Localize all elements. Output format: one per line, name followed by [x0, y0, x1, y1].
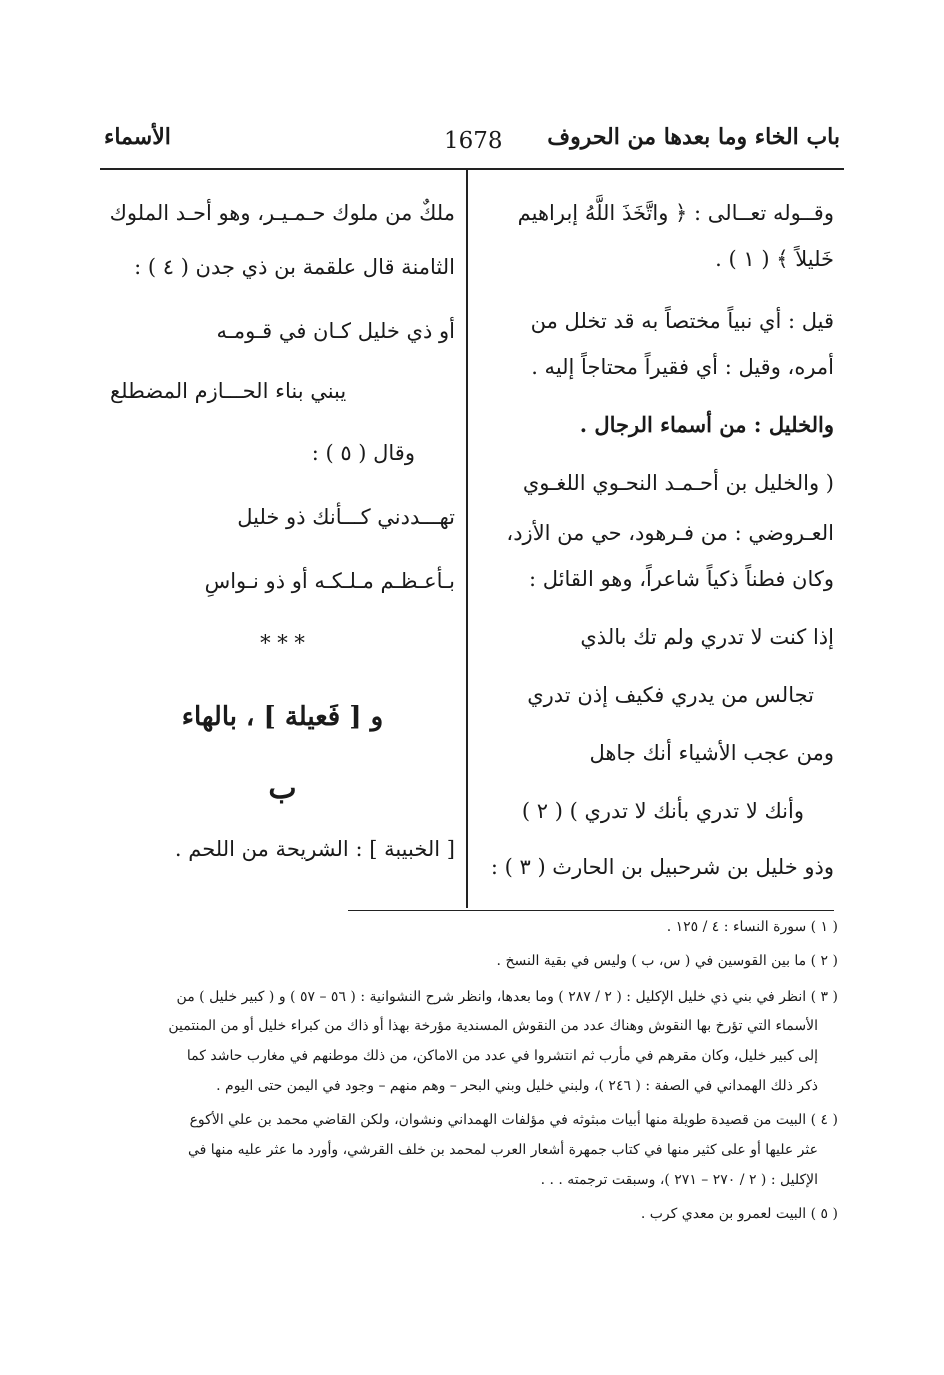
text-line: والخليل : من أسماء الرجال . [579, 412, 834, 437]
text-line: وقال ( ٥ ) : [311, 441, 415, 465]
footnote-continuation: ذكر ذلك الهمداني في الصفة : ( ٢٤٦ )، ولبني خليل وبني البحر – وهم منهم – وجود في اليمن حتى اليوم . [216, 1078, 818, 1094]
text-line: أمره، وقيل : أي فقيراً محتاجاً إليه . [531, 355, 834, 379]
verse-line: أو ذي خليل كـان في قـومـه [216, 319, 455, 343]
footnote-continuation: إلى كبير خليل، وكان مقرهم في مأرب ثم انتشروا في عدد من الاماكن، من ذلك موطنهم في مغارب حاشد كما [186, 1048, 818, 1064]
footnote-rule [348, 910, 834, 911]
text-line: وقــوله تعــالى : ﴿ واتَّخَذَ اللَّهُ إبراهيم [517, 201, 834, 225]
section-separator: * * * [260, 631, 305, 655]
text-line: قيل : أي نبياً مختصاً به قد تخلل من [530, 309, 834, 333]
text-line: العـروضي : من فـرهود، حي من الأزد، [506, 521, 834, 545]
running-head-chapter: باب الخاء وما بعدها من الحروف [547, 124, 840, 150]
verse-line: تجالس من يدري فكيف إذن تدري [527, 683, 814, 707]
text-line: ملكٌ من ملوك حـمـيـر، وهو أحـد الملوك [109, 201, 455, 225]
verse-line: يبني بناء الحـــازم المضطلع [110, 379, 347, 403]
footnote-continuation: الأسماء التي تؤرخ بها النقوش وهناك عدد من النقوش المسندية مؤرخة بهذا أو ذاك من كبراء خليل أو من المنتمين [168, 1018, 818, 1034]
verse-line: بـأعـظـم مـلـكـه أو ذو نـواسِ [204, 569, 455, 593]
letter-heading: ب [268, 771, 297, 806]
footnote: ( ١ ) سورة النساء : ٤ / ١٢٥ . [666, 919, 838, 935]
text-line: الثامنة قال علقمة بن ذي جدن ( ٤ ) : [134, 255, 455, 279]
text-line: وكان فطناً ذكياً شاعراً، وهو القائل : [529, 567, 834, 591]
verse-line: وأنك لا تدري بأنك لا تدري ) ( ٢ ) [521, 799, 804, 823]
text-line: خَليلاً ﴾ ( ١ ) . [715, 247, 834, 271]
section-heading: و [ فَعيلة ] ، بالهاء [181, 702, 384, 732]
footnote-continuation: عثر عليها أو على كثير منها في كتاب جمهرة أشعار العرب لمحمد بن خلف القرشي، وأورد ما عثر عليه منها في [187, 1142, 818, 1158]
verse-line: إذا كنت لا تدري ولم تك بالذي [580, 625, 834, 649]
column-divider [466, 170, 468, 908]
footnote: ( ٥ ) البيت لعمرو بن معدي كرب . [640, 1206, 838, 1222]
footnote: ( ٤ ) البيت من قصيدة طويلة منها أبيات مبثوثه في مؤلفات الهمداني ونشوان، ولكن القاضي محمد بن علي الأكوع [189, 1112, 838, 1128]
entry-line: [ الخبيبة ] : الشريحة من اللحم . [174, 837, 455, 861]
footnote: ( ٢ ) ما بين القوسين في ( س، ب ) وليس في بقية النسخ . [496, 953, 838, 969]
verse-line: تهـــددني كـــأنك ذو خليل [237, 505, 455, 529]
footnote-continuation: الإكليل : ( ٢ / ٢٧٠ – ٢٧١ )، وسبقت ترجمته . . . [540, 1172, 818, 1188]
header-rule [100, 168, 844, 170]
verse-line: ومن عجب الأشياء أنك جاهل [589, 741, 834, 765]
footnote: ( ٣ ) انظر في بني ذي خليل الإكليل : ( ٢ / ٢٨٧ ) وما بعدها، وانظر شرح النشوانية : ( ٥٦ – ٥٧ ) و ( كبير خليل ) من [176, 989, 838, 1005]
page-number: 1678 [444, 128, 503, 154]
text-line: ( والخليل بن أحـمـد النحـوي اللغـوي [522, 471, 834, 495]
text-line: وذو خليل بن شرحبيل بن الحارث ( ٣ ) : [490, 855, 834, 879]
running-head-section: الأسماء [104, 124, 171, 150]
